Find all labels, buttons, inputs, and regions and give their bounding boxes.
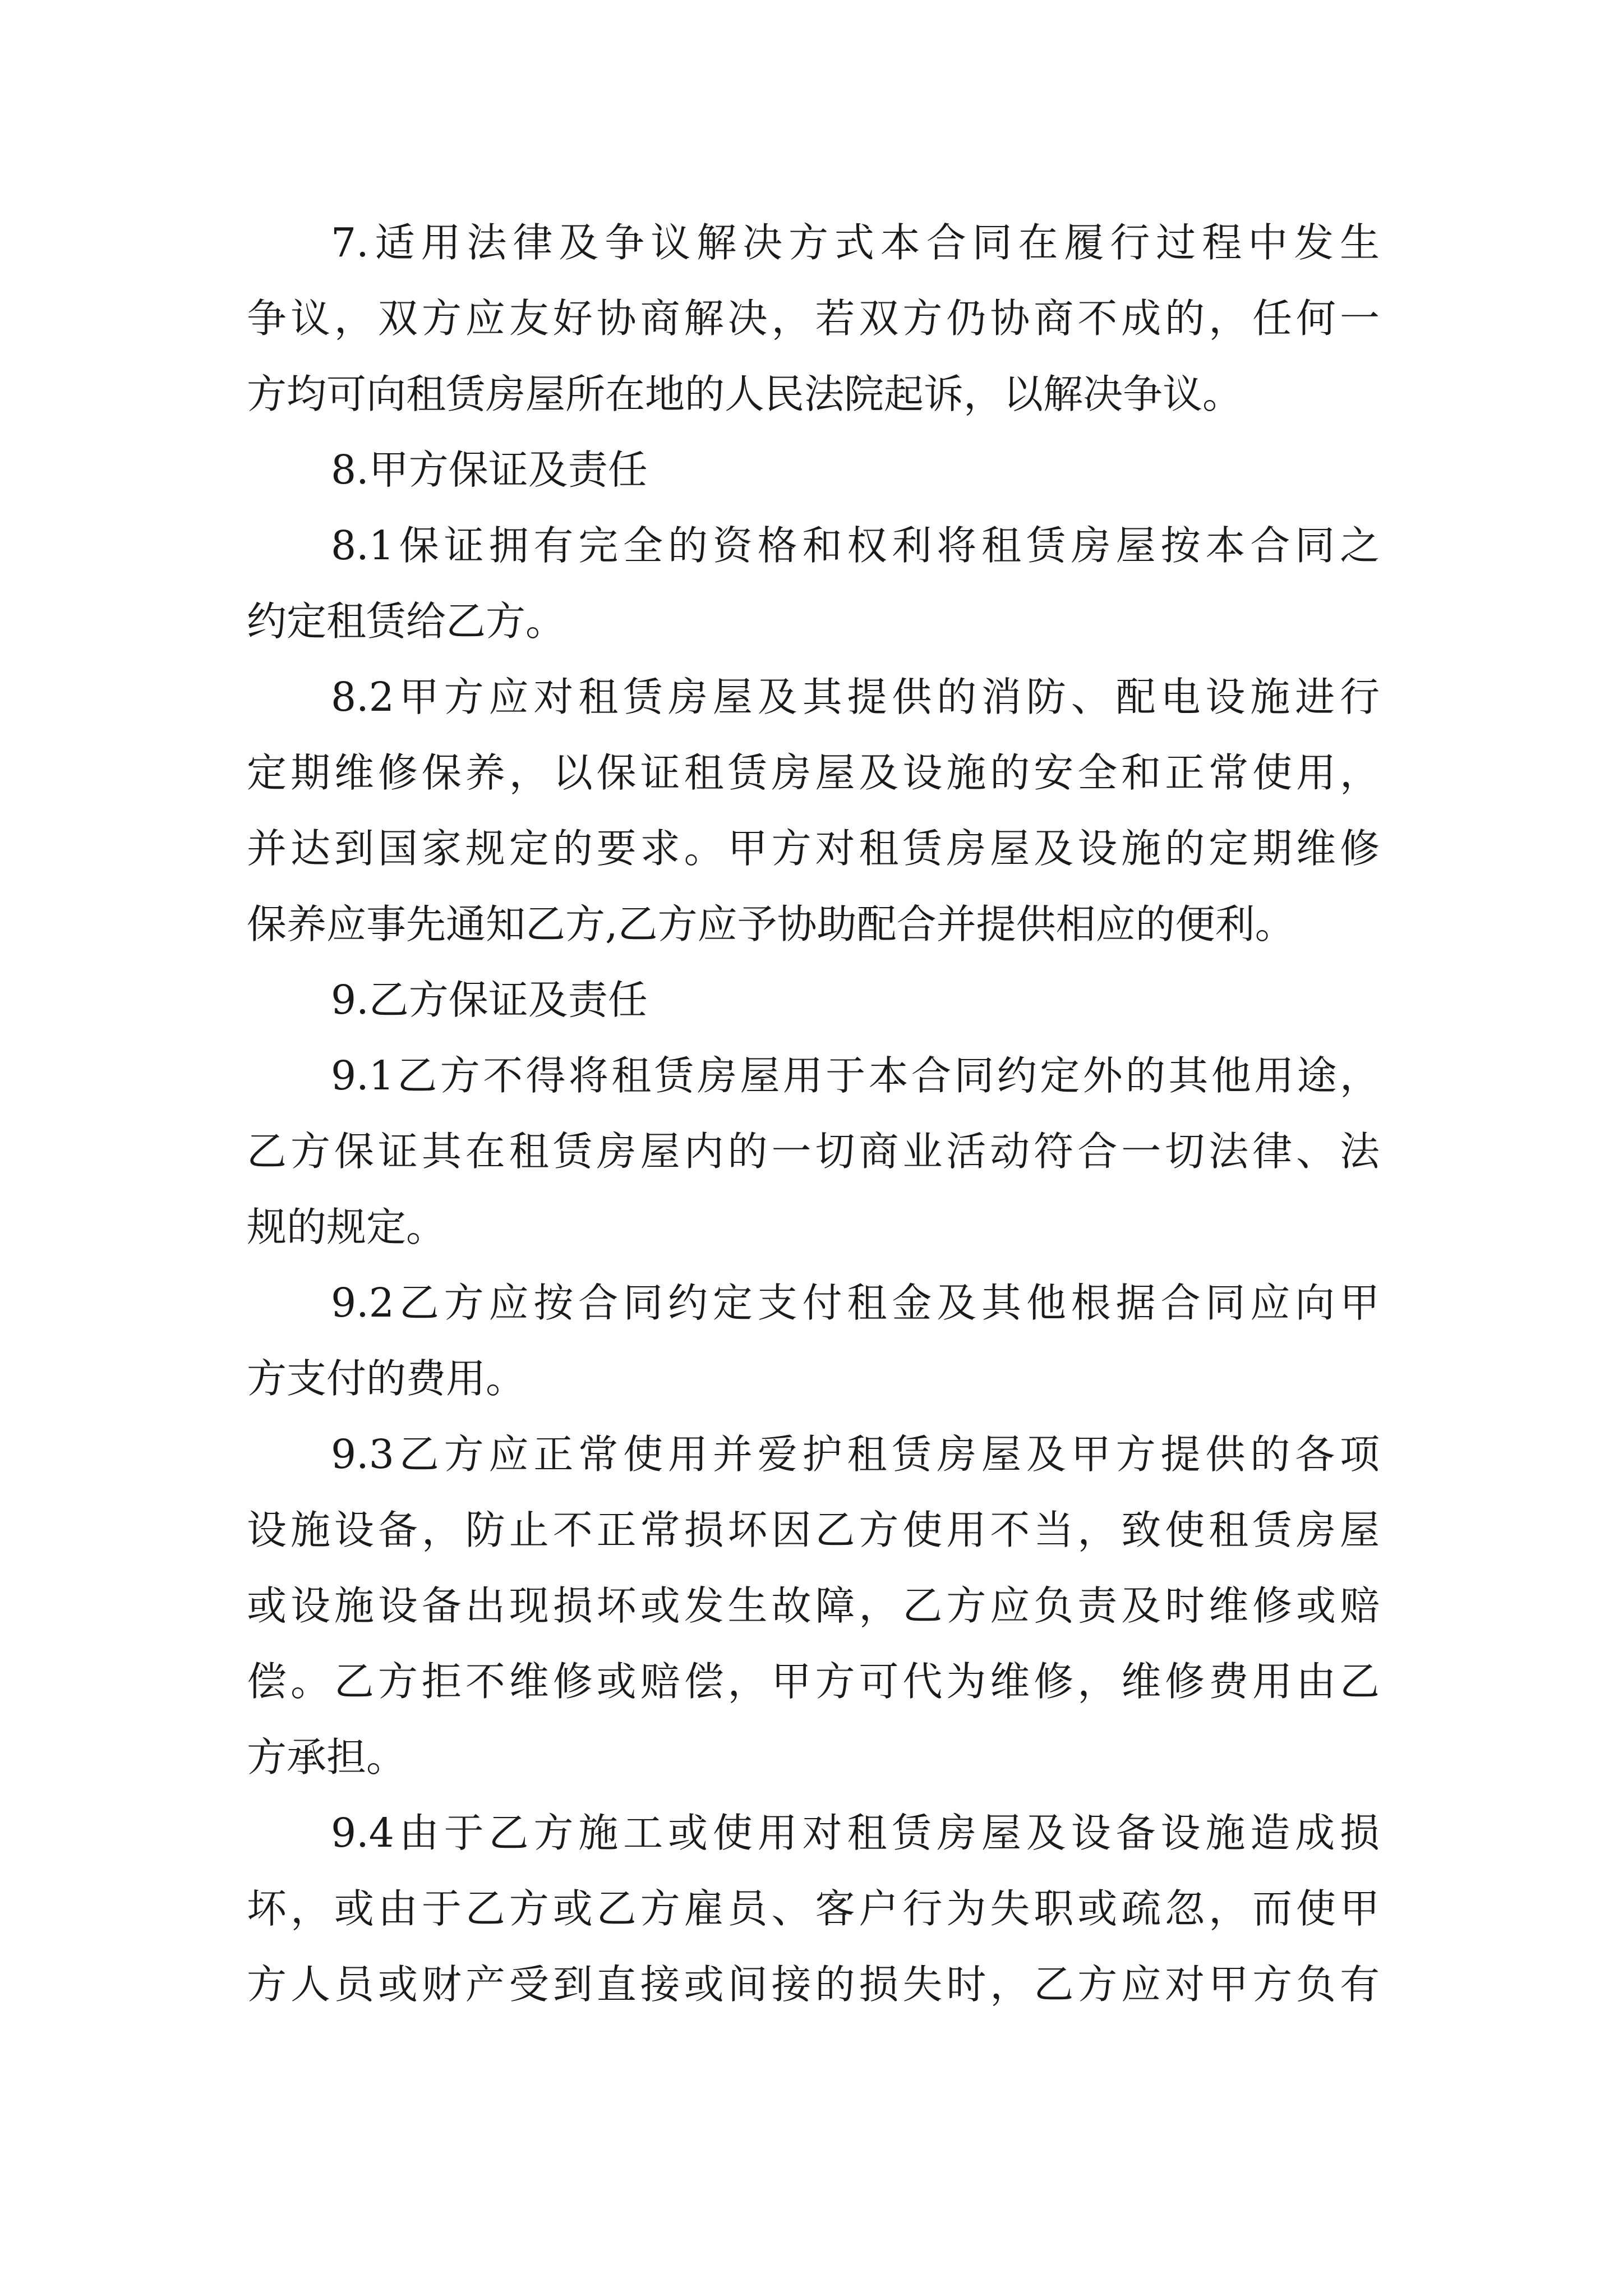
text-line: 规的规定。: [247, 1204, 446, 1250]
text-line-clause-8-2: 8.2甲方应对租赁房屋及其提供的消防、配电设施进行: [331, 674, 1380, 720]
text-line: 方支付的费用。: [247, 1355, 526, 1402]
text-line: 定期维修保养，以保证租赁房屋及设施的安全和正常使用，: [247, 749, 1380, 796]
text-line-clause-7-heading: 7.适用法律及争议解决方式本合同在履行过程中发生: [331, 219, 1380, 266]
text-line: 坏，或由于乙方或乙方雇员、客户行为失职或疏忽，而使甲: [247, 1885, 1380, 1932]
text-line-clause-9-1: 9.1乙方不得将租赁房屋用于本合同约定外的其他用途，: [331, 1052, 1380, 1099]
text-line: 乙方保证其在租赁房屋内的一切商业活动符合一切法律、法: [247, 1128, 1380, 1175]
text-line: 并达到国家规定的要求。甲方对租赁房屋及设施的定期维修: [247, 825, 1380, 872]
text-line: 保养应事先通知乙方,乙方应予协助配合并提供相应的便利。: [247, 901, 1295, 947]
text-line-clause-9-4: 9.4由于乙方施工或使用对租赁房屋及设备设施造成损: [331, 1810, 1380, 1856]
text-line: 方承担。: [247, 1734, 407, 1780]
text-line-clause-9-3: 9.3乙方应正常使用并爱护租赁房屋及甲方提供的各项: [331, 1431, 1380, 1478]
text-line: 争议，双方应友好协商解决，若双方仍协商不成的，任何一: [247, 295, 1380, 342]
text-line-clause-9-2: 9.2乙方应按合同约定支付租金及其他根据合同应向甲: [331, 1280, 1380, 1326]
text-line: 方人员或财产受到直接或间接的损失时，乙方应对甲方负有: [247, 1961, 1380, 2008]
text-line-clause-9-heading: 9.乙方保证及责任: [331, 977, 648, 1023]
text-line: 约定租赁给乙方。: [247, 598, 566, 645]
text-line: 或设施设备出现损坏或发生故障，乙方应负责及时维修或赔: [247, 1582, 1380, 1629]
text-line-clause-8-1: 8.1保证拥有完全的资格和权利将租赁房屋按本合同之: [331, 522, 1380, 569]
text-line: 方均可向租赁房屋所在地的人民法院起诉，以解决争议。: [247, 371, 1243, 417]
text-line-clause-8-heading: 8.甲方保证及责任: [331, 447, 648, 493]
text-line: 偿。乙方拒不维修或赔偿，甲方可代为维修，维修费用由乙: [247, 1658, 1380, 1705]
text-line: 设施设备，防止不正常损坏因乙方使用不当，致使租赁房屋: [247, 1507, 1380, 1553]
